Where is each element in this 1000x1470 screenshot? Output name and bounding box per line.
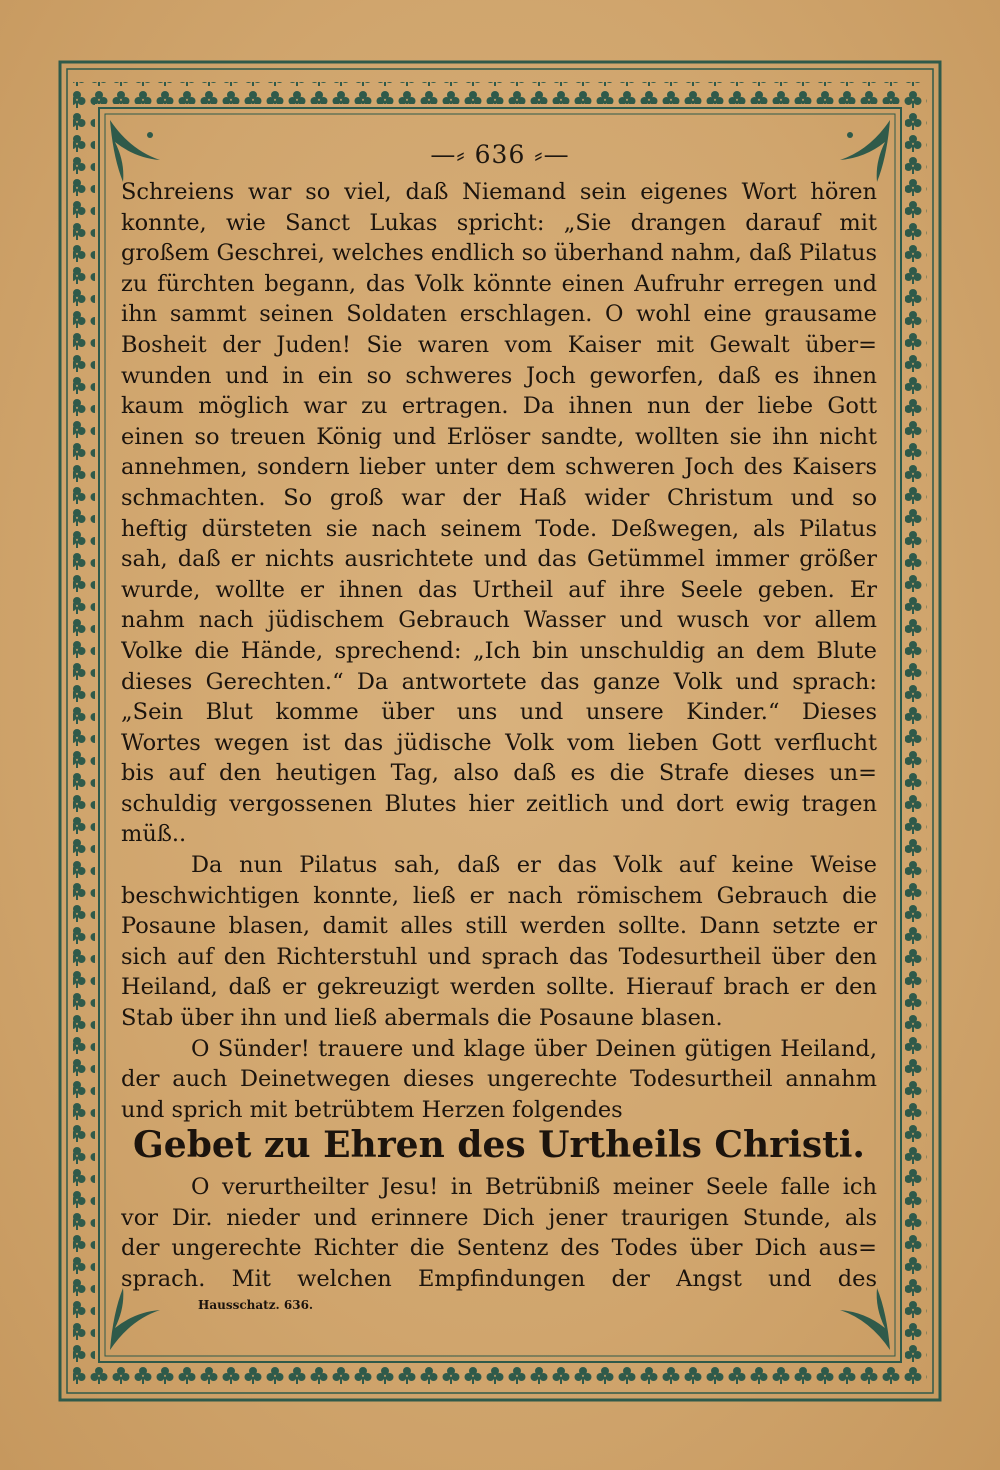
text-line: müß.. xyxy=(121,821,187,848)
text-line: O Sünder! trauere und klage über Deinen gütigen Heiland, xyxy=(191,1035,877,1062)
corner-ornament-bottom-left xyxy=(110,1288,160,1350)
text-line: der auch Deinetwegen dieses ungerechte Todesurtheil annahm xyxy=(121,1066,877,1093)
text-line: ihn sammt seinen Soldaten erschlagen. O wohl eine grausame xyxy=(121,301,877,328)
prayer-heading: Gebet zu Ehren des Urtheils Christi. xyxy=(133,1124,865,1166)
text-line: wunden und in ein so schweres Joch geworfen, daß es ihnen xyxy=(121,362,877,389)
text-line: „Sein Blut komme über uns und unsere Kinder.“ Dieses xyxy=(121,699,877,726)
text-line: kaum möglich war zu ertragen. Da ihnen nun der liebe Gott xyxy=(121,393,877,420)
text-line: annehmen, sondern lieber unter dem schweren Joch des Kaisers xyxy=(121,454,877,481)
text-line: nahm nach jüdischem Gebrauch Wasser und wusch vor allem xyxy=(121,607,877,634)
text-line: vor Dir. nieder und erinnere Dich jener traurigen Stunde, als xyxy=(121,1204,877,1231)
text-line: großem Geschrei, welches endlich so überhand nahm, daß Pilatus xyxy=(121,240,877,267)
text-line: konnte, wie Sanct Lukas spricht: „Sie drangen darauf mit xyxy=(121,209,877,236)
text-line: schuldig vergossenen Blutes hier zeitlich und dort ewig tragen xyxy=(121,790,877,817)
text-line: Da nun Pilatus sah, daß er das Volk auf keine Weise xyxy=(191,852,877,879)
text-line: bis auf den heutigen Tag, also daß es die Strafe dieses un= xyxy=(121,760,877,787)
text-line: und sprich mit betrübtem Herzen folgendes xyxy=(121,1096,623,1123)
text-line: Schreiens war so viel, daß Niemand sein eigenes Wort hören xyxy=(121,179,877,205)
text-line: Heiland, daß er gekreuzigt werden sollte. Hierauf brach er den xyxy=(121,974,877,1001)
text-line: beschwichtigen konnte, ließ er nach römischem Gebrauch die xyxy=(121,882,877,909)
text-line: sah, daß er nichts ausrichtete und das Getümmel immer größer xyxy=(121,546,877,573)
text-line: Stab über ihn und ließ abermals die Posaune blasen. xyxy=(121,1005,723,1032)
text-line: O verurtheilter Jesu! in Betrübniß meiner Seele falle ich xyxy=(191,1174,877,1200)
text-line: Posaune blasen, damit alles still werden sollte. Dann setzte er xyxy=(121,913,877,940)
body-text xyxy=(121,177,877,1125)
text-line: zu fürchten begann, das Volk könnte einen Aufruhr erregen und xyxy=(121,270,877,297)
prayer-text xyxy=(121,1172,877,1294)
text-line: dieses Gerechten.“ Da antwortete das ganze Volk und sprach: xyxy=(121,668,877,695)
text-line: einen so treuen König und Erlöser sandte, wollten sie ihn nicht xyxy=(121,423,877,450)
text-line: sprach. Mit welchen Empfindungen der Angst und des xyxy=(121,1265,877,1292)
text-line: wurde, wollte er ihnen das Urtheil auf ihre Seele geben. Er xyxy=(121,576,877,603)
text-line: heftig dürsteten sie nach seinem Tode. Deßwegen, als Pilatus xyxy=(121,515,877,542)
text-line: Wortes wegen ist das jüdische Volk vom lieben Gott verflucht xyxy=(121,729,877,756)
page-number: —⸗ 636 ⸗— xyxy=(430,140,570,169)
text-line: Volke die Hände, sprechend: „Ich bin unschuldig an dem Blute xyxy=(121,637,877,664)
text-line: schmachten. So groß war der Haß wider Christum und so xyxy=(121,484,877,511)
corner-ornament-bottom-right xyxy=(840,1288,890,1350)
printer-signature: Hausschatz. 636. xyxy=(198,1298,314,1312)
text-line: sich auf den Richterstuhl und sprach das Todesurtheil über den xyxy=(121,943,877,970)
text-line: Bosheit der Juden! Sie waren vom Kaiser mit Gewalt über= xyxy=(121,331,877,358)
text-line: der ungerechte Richter die Sentenz des Todes über Dich aus= xyxy=(121,1235,877,1262)
